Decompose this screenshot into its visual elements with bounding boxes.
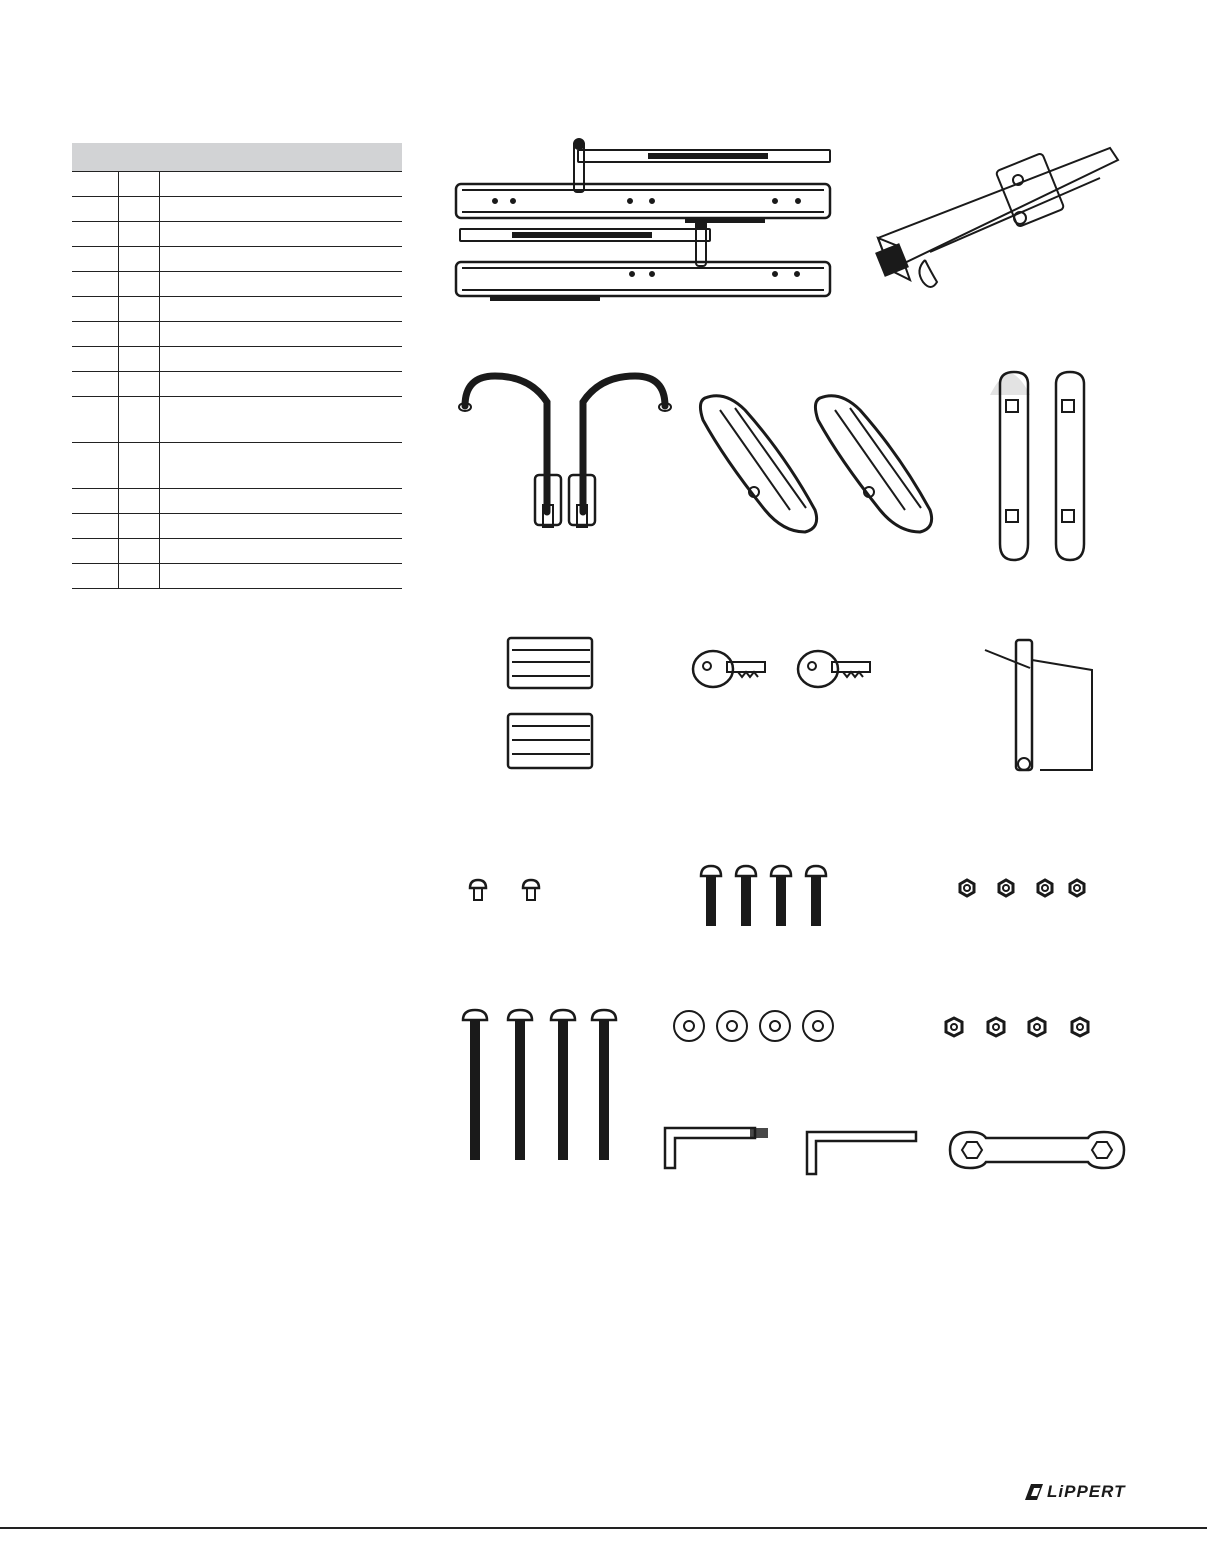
ref-cell [72,321,119,346]
qty-cell [119,171,160,196]
qty-cell [119,321,160,346]
qty-cell [119,346,160,371]
table-row [72,371,402,396]
desc-cell [160,321,403,346]
lock-nut-3 [1038,880,1052,896]
rail-spacer-lower [508,714,592,768]
washer-3 [760,1011,790,1041]
wheel-strap-left [990,372,1030,560]
qty-cell [119,513,160,538]
ref-cell [72,346,119,371]
qty-cell [119,563,160,588]
table-row [72,396,402,442]
desc-cell [160,246,403,271]
ref-cell [72,563,119,588]
hitch-pin [985,640,1092,770]
lock-nut-7 [1029,1018,1045,1036]
qty-cell [119,538,160,563]
desc-cell [160,271,403,296]
qty-cell [119,296,160,321]
qty-cell [119,221,160,246]
ref-cell [72,442,119,488]
small-screw-2 [523,880,539,900]
desc-cell [160,171,403,196]
ref-cell [72,371,119,396]
lock-nut-5 [946,1018,962,1036]
open-end-wrench [950,1132,1124,1168]
table-row [72,442,402,488]
desc-cell [160,563,403,588]
qty-cell [119,442,160,488]
ref-cell [72,296,119,321]
ref-cell [72,488,119,513]
desc-cell [160,538,403,563]
ref-cell [72,538,119,563]
qty-cell [119,246,160,271]
qty-cell [119,396,160,442]
table-row [72,563,402,588]
hex-key-tool [807,1132,916,1174]
desc-cell [160,221,403,246]
long-bolt-2 [508,1010,532,1160]
table-row [72,488,402,513]
frame-hook-left [459,376,561,527]
qty-cell [119,488,160,513]
ratchet-arm-lower [460,219,710,266]
table-row [72,221,402,246]
footer-rule [0,1527,1207,1529]
medium-bolt-1 [701,866,721,926]
desc-cell [160,346,403,371]
washer-4 [803,1011,833,1041]
hitch-mast [876,148,1118,287]
desc-cell [160,396,403,442]
ref-cell [72,171,119,196]
ref-cell [72,271,119,296]
brand-logo-icon [1025,1482,1045,1502]
torx-key-tool [665,1128,768,1168]
medium-bolt-2 [736,866,756,926]
desc-cell [160,296,403,321]
desc-cell [160,513,403,538]
desc-cell [160,371,403,396]
parts-illustration [420,120,1140,1200]
lock-nut-2 [999,880,1013,896]
brand-logo [1025,1482,1145,1504]
lock-nut-6 [988,1018,1004,1036]
washer-1 [674,1011,704,1041]
long-bolt-1 [463,1010,487,1160]
lock-nut-1 [960,880,974,896]
lock-nut-8 [1072,1018,1088,1036]
table-row [72,196,402,221]
ref-cell [72,396,119,442]
table-row [72,271,402,296]
ref-cell [72,196,119,221]
brand-logo-text: LiPPERT [1047,1482,1126,1501]
qty-cell [119,271,160,296]
lock-nut-4 [1070,880,1084,896]
frame-hook-right [569,376,671,527]
wheel-cradle-right [815,396,931,532]
medium-bolt-3 [771,866,791,926]
washer-2 [717,1011,747,1041]
table-row [72,296,402,321]
table-row [72,513,402,538]
wheel-cradle-left [700,396,816,532]
key-right [798,651,870,687]
small-screw-1 [470,880,486,900]
rail-spacer-upper [508,638,592,688]
ref-cell [72,246,119,271]
rail-lower [456,262,830,301]
table-row [72,171,402,196]
parts-list-table [72,143,402,589]
ref-cell [72,221,119,246]
qty-cell [119,196,160,221]
table-row [72,246,402,271]
medium-bolt-4 [806,866,826,926]
rail-upper [456,184,830,223]
table-row [72,346,402,371]
qty-cell [119,371,160,396]
key-left [693,651,765,687]
ref-cell [72,513,119,538]
desc-cell [160,196,403,221]
long-bolt-3 [551,1010,575,1160]
parts-list-header [72,143,402,171]
desc-cell [160,488,403,513]
desc-cell [160,442,403,488]
table-row [72,538,402,563]
wheel-strap-right [1056,372,1084,560]
long-bolt-4 [592,1010,616,1160]
table-row [72,321,402,346]
